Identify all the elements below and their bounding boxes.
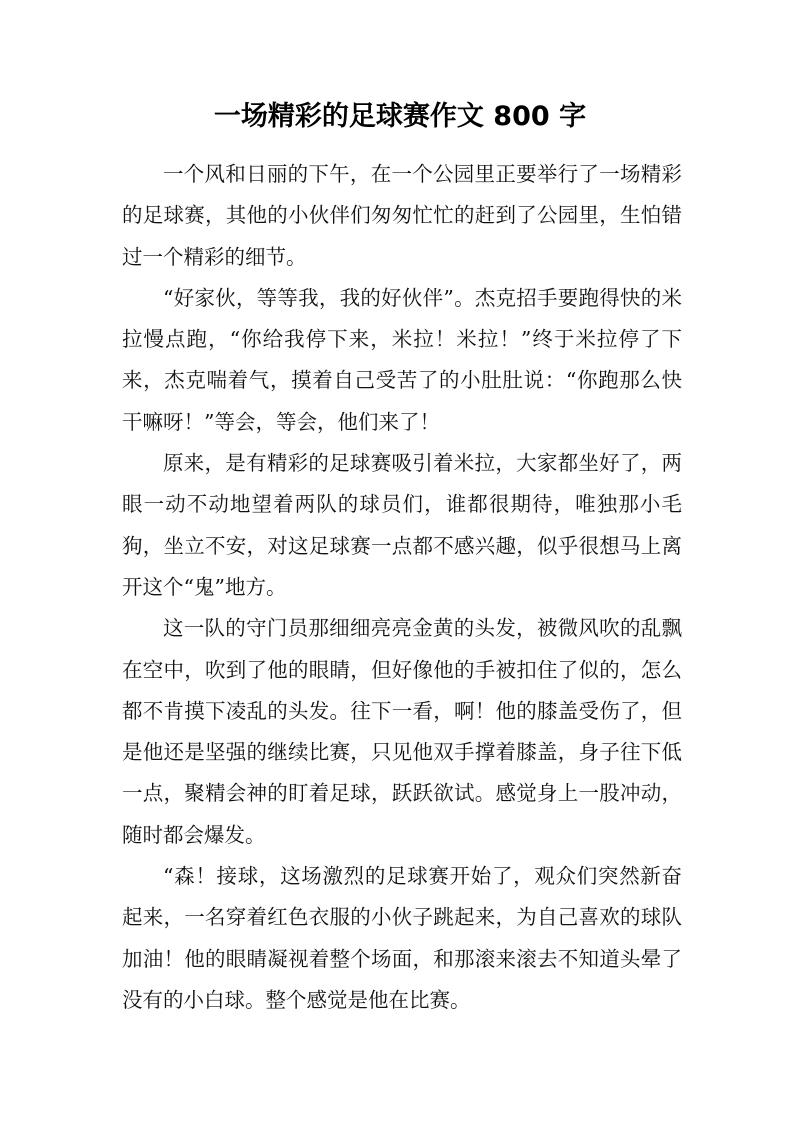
document-body bbox=[122, 154, 682, 1021]
paragraph: “森！接球，这场激烈的足球赛开始了，观众们突然新奋起来，一名穿着红色衣服的小伙子跳起来，为自己喜欢的球队加油！他的眼睛凝视着整个场面，和那滚来滚去不知道头晕了没有的小白球。整个感觉是他在比赛。 bbox=[122, 864, 682, 1012]
paragraph: 一个风和日丽的下午，在一个公园里正要举行了一场精彩的足球赛，其他的小伙伴们匆匆忙忙的赶到了公园里，生怕错过一个精彩的细节。 bbox=[122, 162, 682, 269]
paragraph: 这一队的守门员那细细亮亮金黄的头发，被微风吹的乱飘在空中，吹到了他的眼睛，但好像他的手被扣住了似的，怎么都不肯摸下凌乱的头发。往下一看，啊！他的膝盖受伤了，但是他还是坚强的继续比赛，只见他双手撑着膝盖，身子往下低一点，聚精会神的盯着足球，跃跃欲试。感觉身上一股冲动，随时都会爆发。 bbox=[122, 616, 682, 847]
document-title: 一场精彩的足球赛作文 800 字 bbox=[213, 101, 587, 132]
paragraph: 原来，是有精彩的足球赛吸引着米拉，大家都坐好了，两眼一动不动地望着两队的球员们，谁都很期待，唯独那小毛狗，坐立不安，对这足球赛一点都不感兴趣，似乎很想马上离开这个“鬼”地方。 bbox=[122, 451, 682, 599]
paragraph: “好家伙，等等我，我的好伙伴”。杰克招手要跑得快的米拉慢点跑，“你给我停下来，米拉！米拉！”终于米拉停了下来，杰克喘着气，摸着自己受苦了的小肚肚说：“你跑那么快干嘛呀！”等会，等会，他们来了！ bbox=[122, 285, 682, 434]
